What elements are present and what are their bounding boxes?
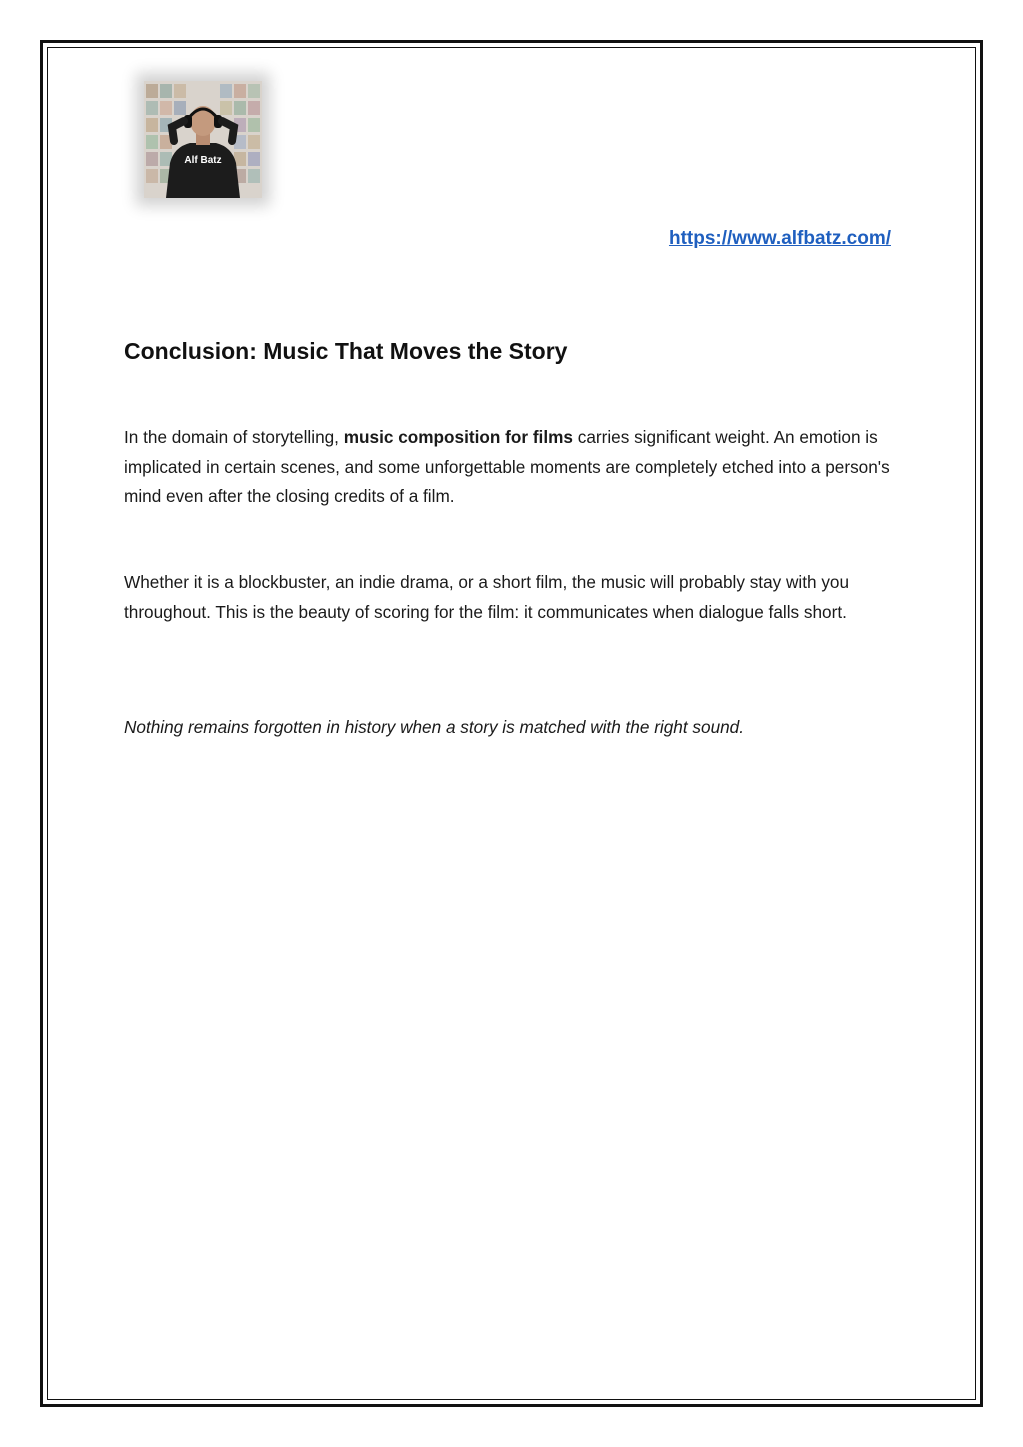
paragraph-intro-start: In the domain of storytelling, [124,427,344,447]
logo-label: Alf Batz [184,155,222,166]
logo [144,81,262,198]
paragraph-intro [124,423,904,512]
headphones-person-icon [144,81,262,198]
paragraph-second: Whether it is a blockbuster, an indie drama, or a short film, the music will probably stay with you throughout. This is the beauty of scoring for the film: it communicates when dialogue falls short. [124,572,850,622]
paragraph-closing: Nothing remains forgotten in history when a story is matched with the right sound. [124,717,745,737]
paragraph-intro-end: carries significant weight. An emotion is implicated in certain scenes, and some unforgettable moments are completely etched into a person's mind even after the closing credits of a film. [124,427,890,506]
paragraph-intro-bold: music composition for films [343,427,573,447]
website-link[interactable]: https://www.alfbatz.com/ [668,228,891,249]
page-title: Conclusion: Music That Moves the Story [124,338,568,364]
